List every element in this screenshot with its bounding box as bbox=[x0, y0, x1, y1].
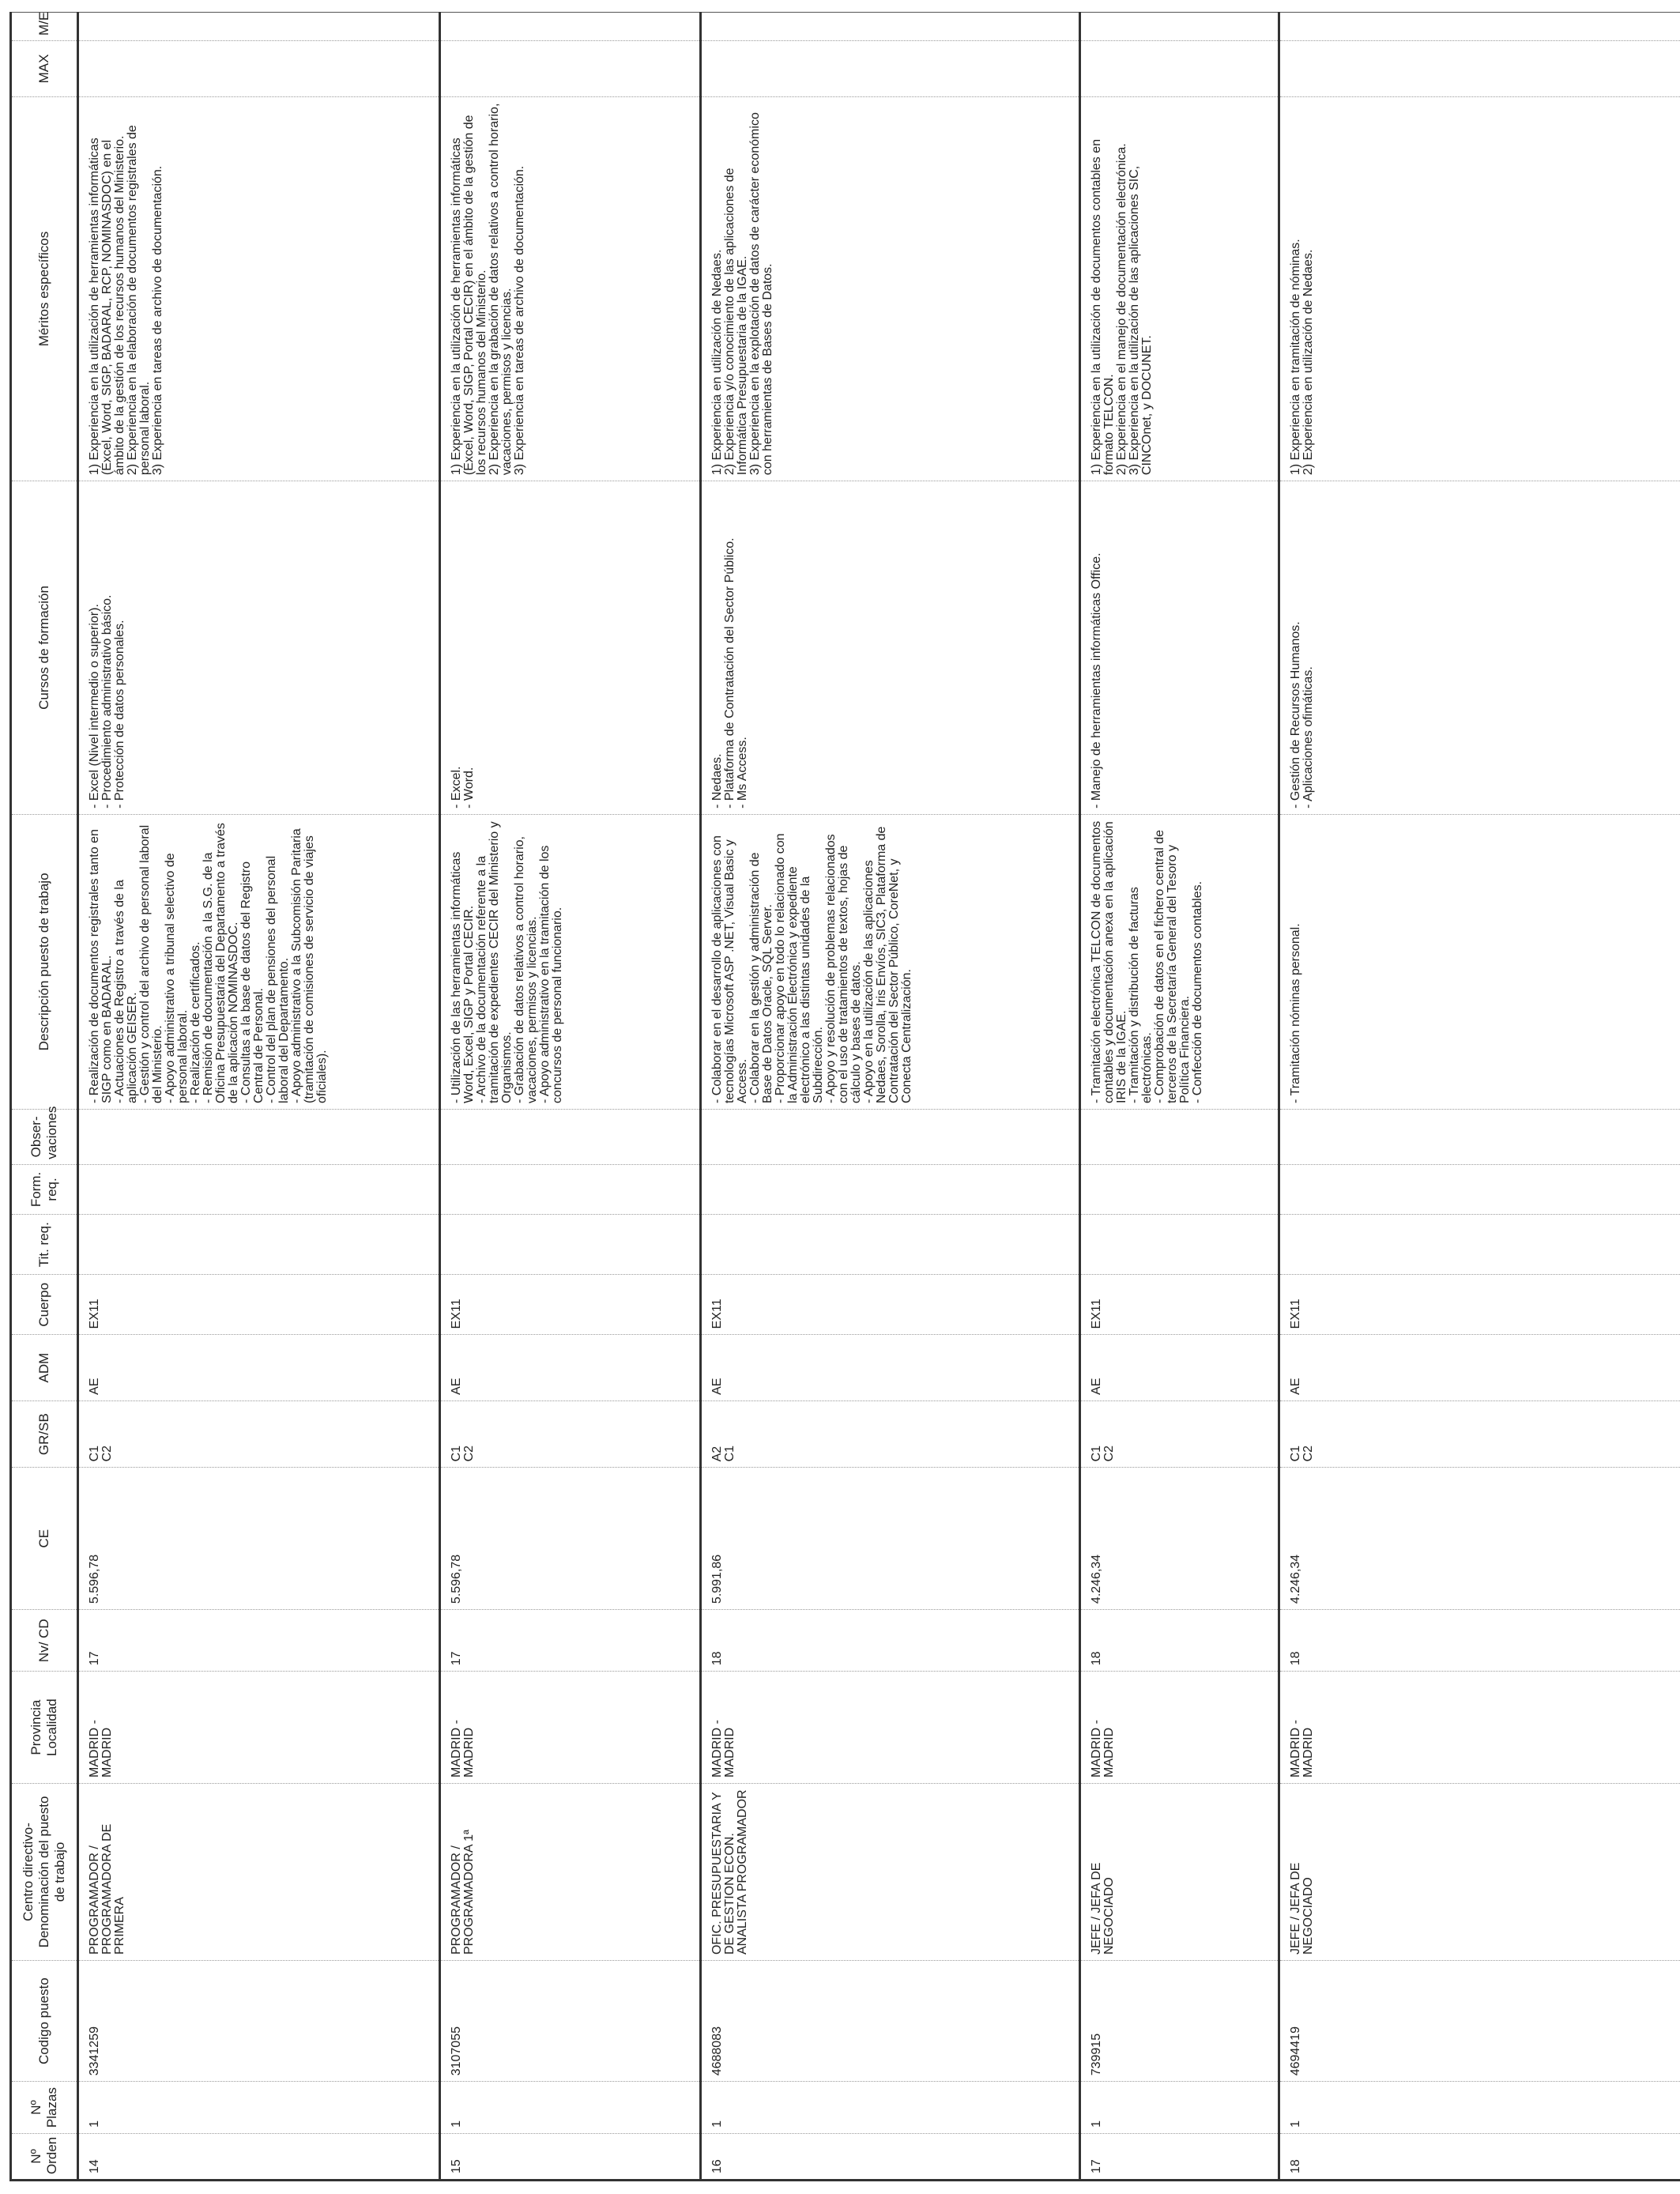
centro-cell bbox=[440, 1783, 701, 1960]
meritos-cell: 1) Experiencia en la utilización de herramientas informáticas (Excel, Word, SIGP, Portal CECIR) en el ámbito de la gestión de los recursos humanos del Ministerio. 2) Experiencia en la grabación de datos relativos a control horario, vacaciones, permisos y licencias. 3) Experiencia en tareas de archivo de documentación. bbox=[440, 96, 701, 481]
titulacion-cell bbox=[440, 1215, 701, 1275]
header-orden: Nº Orden bbox=[11, 2133, 78, 2180]
orden-cell: 15 bbox=[440, 2133, 701, 2180]
observaciones-cell bbox=[440, 1109, 701, 1164]
observaciones-cell bbox=[78, 1109, 440, 1164]
titulacion-cell bbox=[78, 1215, 440, 1275]
adm-cell: AE bbox=[440, 1335, 701, 1401]
header-plazas: Nº Plazas bbox=[11, 2082, 78, 2134]
header-codigo: Codigo puesto bbox=[11, 1961, 78, 2082]
me-cell bbox=[701, 13, 1080, 41]
table-row bbox=[701, 13, 1080, 2181]
formacion-cell bbox=[78, 1164, 440, 1214]
grupo-cell: C1 C2 bbox=[78, 1400, 440, 1468]
formacion-cell bbox=[1080, 1164, 1279, 1214]
header-ce: CE bbox=[11, 1468, 78, 1610]
meritos-cell: 1) Experiencia en la utilización de documentos contables en formato TELCON. 2) Experiencia en el manejo de documentación electrónica. 3) Experiencia en la utilización de las aplicaciones SIC, CINCOnet, y DOCUNET. bbox=[1080, 96, 1279, 481]
table-header-row bbox=[11, 13, 78, 2181]
header-titulacion: Tit. req. bbox=[11, 1215, 78, 1275]
centro-cell bbox=[1080, 1783, 1279, 1960]
ce-cell: 4.246,34 bbox=[1080, 1468, 1279, 1610]
formacion-cell bbox=[440, 1164, 701, 1214]
grupo-cell: C1 C2 bbox=[1279, 1400, 1680, 1468]
me-cell bbox=[78, 13, 440, 41]
max-cell bbox=[1279, 41, 1680, 97]
codigo-cell: 739915 bbox=[1080, 1961, 1279, 2082]
max-cell bbox=[701, 41, 1080, 97]
plazas-cell: 1 bbox=[1279, 2082, 1680, 2134]
meritos-cell: 1) Experiencia en utilización de Nedaes. 2) Experiencia y/o conocimiento de las aplicaciones de Informática Presupuestaria de la IGAE. 3) Experiencia en la explotación de datos de carácter económico con herramientas de Bases de Datos. bbox=[701, 96, 1080, 481]
cuerpo-cell: EX11 bbox=[440, 1275, 701, 1335]
header-formacion: Form. req. bbox=[11, 1164, 78, 1214]
max-cell bbox=[78, 41, 440, 97]
grupo-cell: C1 C2 bbox=[1080, 1400, 1279, 1468]
adm-cell: AE bbox=[1080, 1335, 1279, 1401]
table-row bbox=[78, 13, 440, 2181]
table-row bbox=[1279, 13, 1680, 2181]
header-provincia: Provincia Localidad bbox=[11, 1672, 78, 1784]
grupo-cell: A2 C1 bbox=[701, 1400, 1080, 1468]
header-descripcion: Descripción puesto de trabajo bbox=[11, 814, 78, 1109]
descripcion-cell: - Utilización de las herramientas informáticas Word, Excel, SIGP y Portal CECIR. - Archivo de la documentación referente a la tramitación de expedientes CECIR del Ministerio y Organismos. - Grabación de datos relativos a control horario, vacaciones, permisos y licencias. - Apoyo administrativo en la tramitación de los concursos de personal funcionario. bbox=[440, 814, 701, 1109]
nivel-cell: 17 bbox=[78, 1610, 440, 1672]
plazas-cell: 1 bbox=[1080, 2082, 1279, 2134]
cuerpo-cell: EX11 bbox=[1279, 1275, 1680, 1335]
plazas-cell: 1 bbox=[440, 2082, 701, 2134]
nivel-cell: 17 bbox=[440, 1610, 701, 1672]
denominacion-text: ANALISTA PROGRAMADOR bbox=[736, 1789, 749, 1955]
orden-cell: 16 bbox=[701, 2133, 1080, 2180]
provincia-cell: MADRID - MADRID bbox=[701, 1672, 1080, 1784]
header-nivel: Nv/ CD bbox=[11, 1610, 78, 1672]
denominacion-text: PROGRAMADOR / PROGRAMADORA 1ª bbox=[450, 1830, 476, 1955]
header-meritos: Méritos específicos bbox=[11, 96, 78, 481]
centro-cell bbox=[78, 1783, 440, 1960]
meritos-cell: 1) Experiencia en la utilización de herramientas informáticas (Excel, Word, SIGP, BADARAL, RCP, NOMINASDOC) en el ámbito de la gestión de los recursos humanos del Ministerio. 2) Experiencia en la elaboración de documentos registrales de personal laboral. 3) Experiencia en tareas de archivo de documentación. bbox=[78, 96, 440, 481]
provincia-cell: MADRID - MADRID bbox=[78, 1672, 440, 1784]
formacion-cell bbox=[1279, 1164, 1680, 1214]
header-adm: ADM bbox=[11, 1335, 78, 1401]
me-cell bbox=[1279, 13, 1680, 41]
centro-cell bbox=[1279, 1783, 1680, 1960]
titulacion-cell bbox=[701, 1215, 1080, 1275]
observaciones-cell bbox=[1080, 1109, 1279, 1164]
adm-cell: AE bbox=[701, 1335, 1080, 1401]
provincia-cell: MADRID - MADRID bbox=[1279, 1672, 1680, 1784]
cuerpo-cell: EX11 bbox=[1080, 1275, 1279, 1335]
cursos-cell: - Gestión de Recursos Humanos. - Aplicaciones ofimáticas. bbox=[1279, 481, 1680, 815]
me-cell bbox=[440, 13, 701, 41]
cursos-cell: - Excel (Nivel intermedio o superior). - Procedimiento administrativo básico. - Protección de datos personales. bbox=[78, 481, 440, 815]
orden-cell: 17 bbox=[1080, 2133, 1279, 2180]
provincia-cell: MADRID - MADRID bbox=[440, 1672, 701, 1784]
max-cell bbox=[1080, 41, 1279, 97]
ce-cell: 5.991,86 bbox=[701, 1468, 1080, 1610]
adm-cell: AE bbox=[1279, 1335, 1680, 1401]
descripcion-cell: - Colaborar en el desarrollo de aplicaciones con tecnologías Microsoft ASP .NET, Visual Basic y Access. - Colaborar en la gestión y administración de Base de Datos Oracle, SQL Server. - Proporcionar apoyo en todo lo relacionado con la Administración Electrónica y expediente electrónico a las distintas unidades de la Subdirección. - Apoyo y resolución de problemas relacionados con el uso de tratamientos de textos, hojas de cálculo y bases de datos. - Apoyo en la utilización de las aplicaciones Nedaes, Sorolla, Iris Envíos, SIC3, Plataforma de Contratación del Sector Público, CoreNet, y Conecta Centralización. bbox=[701, 814, 1080, 1109]
me-cell bbox=[1080, 13, 1279, 41]
cursos-cell: - Excel. - Word. bbox=[440, 481, 701, 815]
header-centro: Centro directivo- Denominación del puesto de trabajo bbox=[11, 1783, 78, 1960]
descripcion-cell: - Tramitación electrónica TELCON de documentos contables y documentación anexa en la aplicación IRIS de la IGAE. - Tramitación y distribución de facturas electrónicas. - Comprobación de datos en el fichero central de terceros de la Secretaría General del Tesoro y Política Financiera. - Confección de documentos contables. bbox=[1080, 814, 1279, 1109]
titulacion-cell bbox=[1279, 1215, 1680, 1275]
cuerpo-cell: EX11 bbox=[78, 1275, 440, 1335]
header-cursos: Cursos de formación bbox=[11, 481, 78, 815]
header-max: MAX bbox=[11, 41, 78, 97]
denominacion-text: JEFE / JEFA DE NEGOCIADO bbox=[1090, 1862, 1116, 1955]
formacion-cell bbox=[701, 1164, 1080, 1214]
table-row bbox=[1080, 13, 1279, 2181]
codigo-cell: 3341259 bbox=[78, 1961, 440, 2082]
cuerpo-cell: EX11 bbox=[701, 1275, 1080, 1335]
adm-cell: AE bbox=[78, 1335, 440, 1401]
plazas-cell: 1 bbox=[701, 2082, 1080, 2134]
header-me: M/E bbox=[11, 13, 78, 41]
ce-cell: 4.246,34 bbox=[1279, 1468, 1680, 1610]
codigo-cell: 4694419 bbox=[1279, 1961, 1680, 2082]
table-row bbox=[440, 13, 701, 2181]
meritos-cell: 1) Experiencia en tramitación de nóminas. 2) Experiencia en utilización de Nedaes. bbox=[1279, 96, 1680, 481]
denominacion-text: PROGRAMADOR / PROGRAMADORA DE PRIMERA bbox=[88, 1823, 126, 1955]
cursos-cell: - Nedaes. - Plataforma de Contratación del Sector Público. - Ms Access. bbox=[701, 481, 1080, 815]
ce-cell: 5.596,78 bbox=[440, 1468, 701, 1610]
header-observaciones: Obser- vaciones bbox=[11, 1109, 78, 1164]
provincia-cell: MADRID - MADRID bbox=[1080, 1672, 1279, 1784]
header-grupo: GR/SB bbox=[11, 1400, 78, 1468]
cursos-cell: - Manejo de herramientas informáticas Office. bbox=[1080, 481, 1279, 815]
descripcion-cell: - Realización de documentos registrales tanto en SIGP como en BADARAL. - Actuaciones de Registro a través de la aplicación GEISER. - Gestión y control del archivo de personal laboral del Ministerio. - Apoyo administrativo a tribunal selectivo de personal laboral. - Realización de certificados. - Remisión de documentación a la S.G. de la Oficina Presupuestaria del Departamento a través de la aplicación NOMINASDOC. - Consultas a la base de datos del Registro Central de Personal. - Control del plan de pensiones del personal laboral del Departamento. - Apoyo administrativo a la Subcomisión Paritaria (tramitación de comisiones de servicio de viajes oficiales). bbox=[78, 814, 440, 1109]
titulacion-cell bbox=[1080, 1215, 1279, 1275]
nivel-cell: 18 bbox=[1279, 1610, 1680, 1672]
observaciones-cell bbox=[701, 1109, 1080, 1164]
orden-cell: 18 bbox=[1279, 2133, 1680, 2180]
centro-cell bbox=[701, 1783, 1080, 1960]
denominacion-text: JEFE / JEFA DE NEGOCIADO bbox=[1289, 1862, 1315, 1955]
header-cuerpo: Cuerpo bbox=[11, 1275, 78, 1335]
orden-cell: 14 bbox=[78, 2133, 440, 2180]
descripcion-cell: - Tramitación nóminas personal. bbox=[1279, 814, 1680, 1109]
ce-cell: 5.596,78 bbox=[78, 1468, 440, 1610]
nivel-cell: 18 bbox=[701, 1610, 1080, 1672]
codigo-cell: 4688083 bbox=[701, 1961, 1080, 2082]
grupo-cell: C1 C2 bbox=[440, 1400, 701, 1468]
codigo-cell: 3107055 bbox=[440, 1961, 701, 2082]
max-cell bbox=[440, 41, 701, 97]
observaciones-cell bbox=[1279, 1109, 1680, 1164]
centro-directivo: OFIC. PRESUPUESTARIA Y DE GESTION ECON. bbox=[710, 1792, 736, 1955]
nivel-cell: 18 bbox=[1080, 1610, 1279, 1672]
job-positions-table bbox=[9, 12, 1680, 2181]
plazas-cell: 1 bbox=[78, 2082, 440, 2134]
